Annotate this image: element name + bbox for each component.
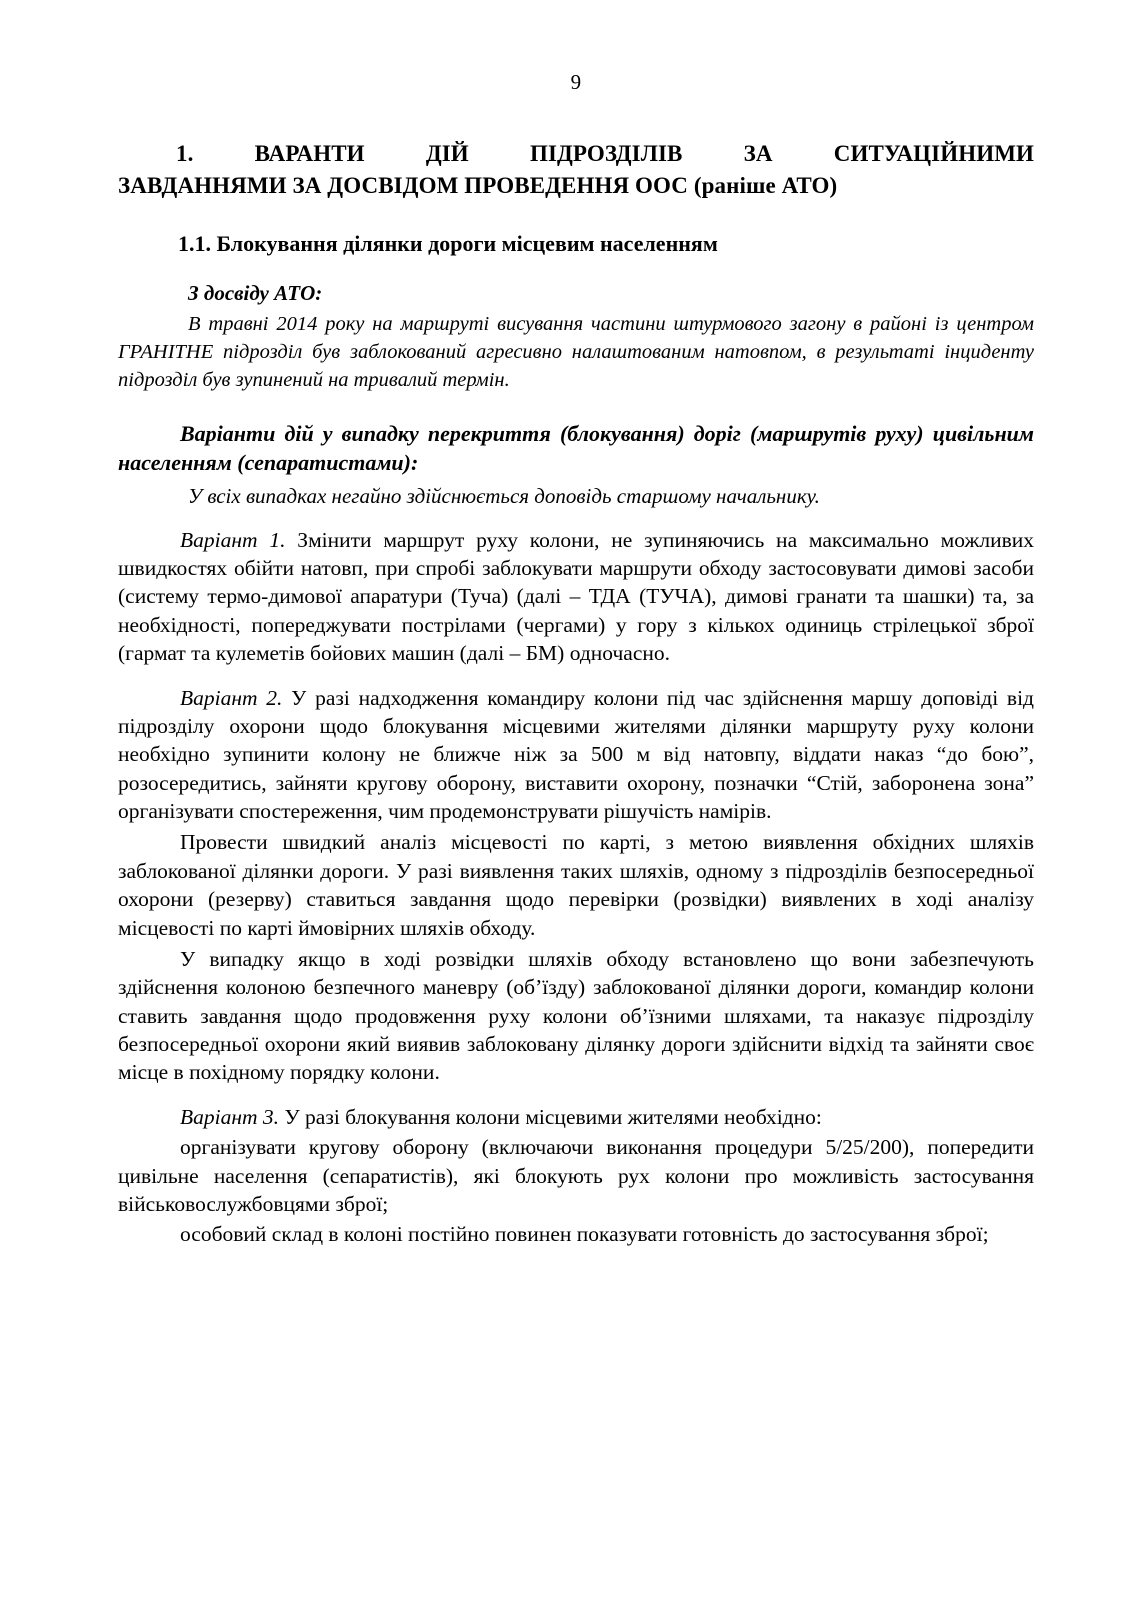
section-heading: [118, 230, 1034, 259]
variant-1-label: Варіант 1.: [180, 527, 286, 552]
variant-2-text: У разі надходження командиру колони під час здійснення маршу доповіді від підрозділу охорони щодо блокування місцевими жителями ділянки маршруту руху колони необхідно зупинити колону не ближче ніж за 500 м від натовпу, віддати наказ “до бою”, розосередитись, зайняти кругову оборону, виставити охорону, позначки “Стій, заборонена зона” організувати спостереження, чим продемонструвати рішучість намірів.: [118, 685, 1034, 824]
variant-3-paragraph: [118, 1103, 1034, 1131]
section-number: 1.1.: [178, 230, 211, 256]
variant-3-text: У разі блокування колони місцевими жителями необхідно:: [279, 1104, 822, 1129]
section-heading-text: Блокування ділянки дороги місцевим населенням: [216, 230, 718, 256]
variant-1-text: Змінити маршрут руху колони, не зупиняючись на максимально можливих швидкостях обійти натовп, при спробі заблокувати маршрути обходу застосовувати димові засоби (систему термо-димової апаратури (Туча) (далі – ТДА (ТУЧА), димові гранати та шашки) та, за необхідності, попереджувати пострілами (чергами) у гору з кількох одиниць стрілецької зброї (гармат та кулеметів бойових машин (далі – БМ) одночасно.: [118, 527, 1034, 666]
title-number: 1.: [176, 141, 194, 166]
variant-2-extra-paragraph-1: Провести швидкий аналіз місцевості по карті, з метою виявлення обхідних шляхів заблокованої ділянки дороги. У разі виявлення таких шляхів, одному з підрозділів безпосередньої охорони (резерву) ставиться завдання щодо перевірки (розвідки) виявлених в ході аналізу місцевості по карті ймовірних шляхів обходу.: [118, 830, 1034, 940]
variant-2-paragraph: [118, 684, 1034, 826]
title-line-1: ВАРАНТИ ДІЙ ПІДРОЗДІЛІВ ЗА СИТУАЦІЙНИМИ: [254, 141, 1034, 166]
variant-3-label: Варіант 3.: [180, 1104, 280, 1129]
variant-2-label: Варіант 2.: [180, 685, 283, 710]
variant-2-extra-paragraph-2: У випадку якщо в ході розвідки шляхів обходу встановлено що вони забезпечують здійснення колоною безпечного маневру (об’їзду) заблокованої ділянки дороги, командир колони ставить завдання щодо продовження руху колони об’їзними шляхами, та наказує підрозділу безпосередньої охорони який виявив заблоковану ділянку дороги здійснити відхід та зайняти своє місце в похідному порядку колони.: [118, 946, 1034, 1085]
variant-1-paragraph: [118, 526, 1034, 668]
experience-label: З досвіду АТО:: [188, 281, 323, 306]
variants-header: Варіанти дій у випадку перекриття (блокування) доріг (маршрутів руху) цивільним населенням (сепаратистами):: [118, 420, 1034, 476]
page-number: 9: [570, 70, 582, 94]
title-line-2: ЗАВДАННЯМИ ЗА ДОСВІДОМ ПРОВЕДЕННЯ ООС (раніше АТО): [118, 173, 838, 199]
experience-body: В травні 2014 року на маршруті висування частини штурмового загону в районі із центром ГРАНІТНЕ підрозділ був заблокований агресивно налаштованим натовпом, в результаті інциденту підрозділ був зупинений на тривалий термін.: [118, 313, 1034, 391]
document-title: [118, 139, 1034, 202]
all-cases-note: У всіх випадках негайно здійснюється доповідь старшому начальнику.: [188, 483, 820, 508]
variant-3-item-2: особовий склад в колоні постійно повинен показувати готовність до застосування зброї;: [180, 1222, 989, 1247]
variant-3-item-1: організувати кругову оборону (включаючи виконання процедури 5/25/200), попередити цивільне населення (сепаратистів), які блокують рух колони про можливість застосування військовослужбовцями зброї;: [118, 1135, 1034, 1216]
